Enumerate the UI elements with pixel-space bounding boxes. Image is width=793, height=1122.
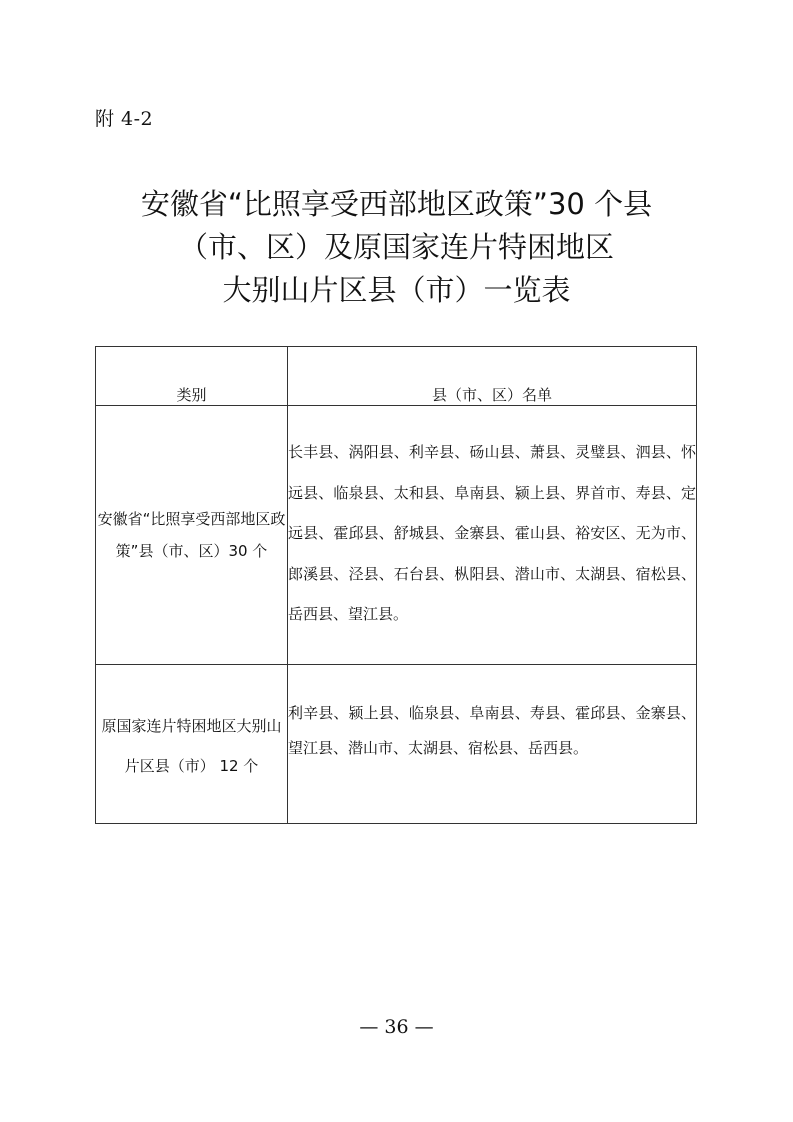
- attachment-label: 附 4-2: [95, 108, 154, 130]
- title-line-3: 大别山片区县（市）一览表: [222, 273, 571, 307]
- title-line-2: （市、区）及原国家连片特困地区: [178, 230, 614, 264]
- county-names-cell: 长丰县、涡阳县、利辛县、砀山县、萧县、灵璧县、泗县、怀远县、临泉县、太和县、阜南县、颍上县、界首市、寿县、定远县、霍邱县、舒城县、金寨县、霍山县、裕安区、无为市、郎溪县、泾县、石台县、枞阳县、潜山市、太湖县、宿松县、岳西县、望江县。: [288, 406, 697, 665]
- table-row: [96, 406, 697, 665]
- county-list-table: [95, 346, 697, 824]
- county-names-cell: 利辛县、颍上县、临泉县、阜南县、寿县、霍邱县、金寨县、望江县、潜山市、太湖县、宿松县、岳西县。: [288, 665, 697, 824]
- table-row: [96, 665, 697, 824]
- document-title: [0, 183, 793, 312]
- category-cell: 原国家连片特困地区大别山片区县（市） 12 个: [96, 665, 288, 824]
- table-header-row: [96, 347, 697, 406]
- category-header: 类别: [96, 347, 288, 406]
- names-header: 县（市、区）名单: [288, 347, 697, 406]
- title-line-1: 安徽省“比照享受西部地区政策”30 个县: [140, 187, 653, 221]
- category-cell: 安徽省“比照享受西部地区政策”县（市、区）30 个: [96, 406, 288, 665]
- page-number: — 36 —: [359, 1016, 434, 1038]
